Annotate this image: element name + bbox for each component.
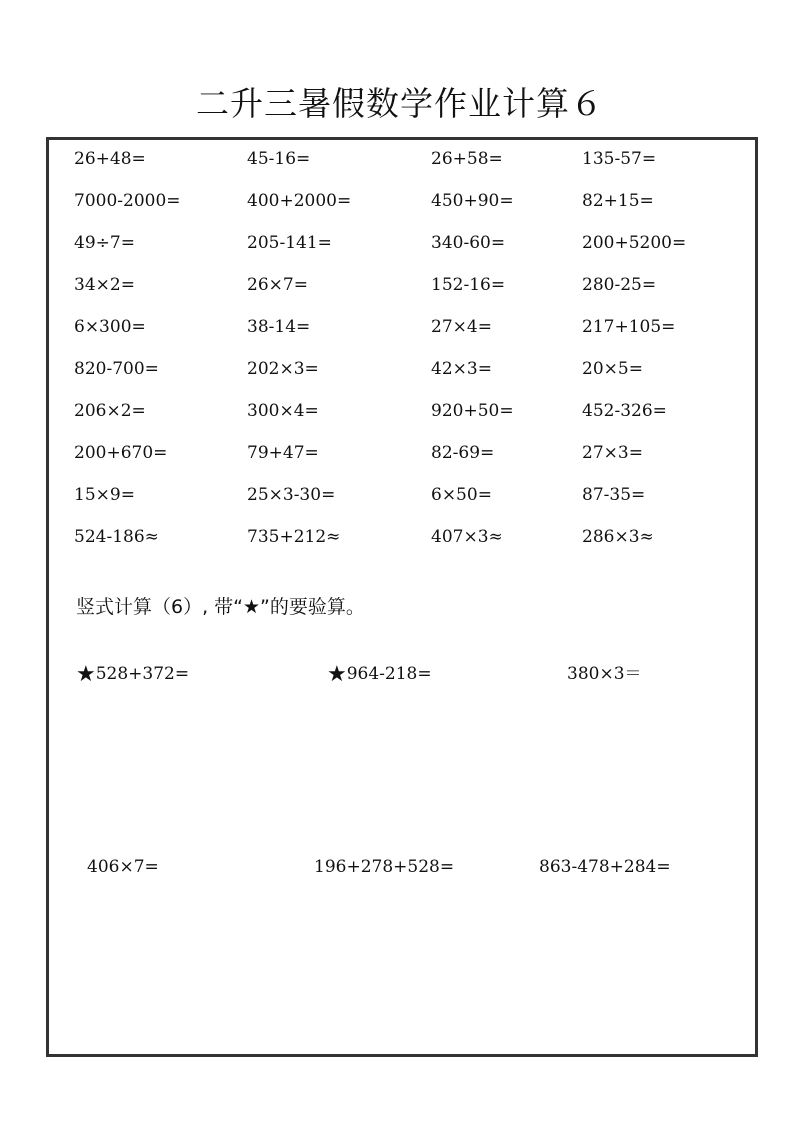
vertical-calc-heading: 竖式计算（6）, 带“★”的要验算。 bbox=[76, 596, 365, 618]
oral-problem: 452-326= bbox=[582, 401, 667, 421]
oral-problem: 6×300= bbox=[74, 317, 146, 337]
oral-problem: 205-141= bbox=[247, 233, 332, 253]
oral-problem: 26×7= bbox=[247, 275, 308, 295]
problem-text: 380×3＝ bbox=[567, 664, 642, 684]
oral-problem: 300×4= bbox=[247, 401, 319, 421]
oral-problem: 217+105= bbox=[582, 317, 676, 337]
star-icon: ★ bbox=[76, 662, 96, 687]
star-icon: ★ bbox=[327, 662, 347, 687]
oral-problem: 42×3= bbox=[431, 359, 492, 379]
problem-text: 863-478+284= bbox=[539, 857, 671, 877]
oral-problem: 27×4= bbox=[431, 317, 492, 337]
problem-text: 964-218= bbox=[346, 664, 432, 684]
oral-problem: 79+47= bbox=[247, 443, 319, 463]
oral-problem: 407×3≈ bbox=[431, 527, 503, 547]
oral-problem: 920+50= bbox=[431, 401, 514, 421]
vertical-problem-3 bbox=[567, 660, 642, 688]
problem-text: 528+372= bbox=[95, 664, 190, 684]
oral-problem: 286×3≈ bbox=[582, 527, 654, 547]
vertical-problem-1 bbox=[76, 660, 189, 689]
oral-problem: 735+212≈ bbox=[247, 527, 341, 547]
oral-problem: 45-16= bbox=[247, 149, 311, 169]
oral-problem: 202×3= bbox=[247, 359, 319, 379]
oral-problem: 34×2= bbox=[74, 275, 135, 295]
oral-problem: 820-700= bbox=[74, 359, 159, 379]
oral-problem: 200+5200= bbox=[582, 233, 687, 253]
problem-text: 406×7= bbox=[87, 857, 159, 877]
vertical-problem-6 bbox=[539, 853, 671, 881]
oral-problem: 340-60= bbox=[431, 233, 506, 253]
oral-problem: 7000-2000= bbox=[74, 191, 181, 211]
oral-problem: 524-186≈ bbox=[74, 527, 159, 547]
oral-problem: 280-25= bbox=[582, 275, 657, 295]
oral-problem: 82+15= bbox=[582, 191, 654, 211]
oral-problem: 27×3= bbox=[582, 443, 643, 463]
oral-problem: 26+58= bbox=[431, 149, 503, 169]
oral-problem: 26+48= bbox=[74, 149, 146, 169]
vertical-problem-5 bbox=[314, 853, 454, 881]
oral-problem: 6×50= bbox=[431, 485, 492, 505]
oral-problem: 82-69= bbox=[431, 443, 495, 463]
oral-problem: 49÷7= bbox=[74, 233, 135, 253]
problem-text: 196+278+528= bbox=[314, 857, 455, 877]
oral-problem: 450+90= bbox=[431, 191, 514, 211]
oral-problem: 135-57= bbox=[582, 149, 657, 169]
oral-problem: 20×5= bbox=[582, 359, 643, 379]
oral-problem: 400+2000= bbox=[247, 191, 352, 211]
oral-calculation-grid bbox=[74, 145, 734, 565]
oral-problem: 206×2= bbox=[74, 401, 146, 421]
page-title: 二升三暑假数学作业计算６ bbox=[196, 84, 604, 123]
oral-problem: 25×3-30= bbox=[247, 485, 336, 505]
oral-problem: 15×9= bbox=[74, 485, 135, 505]
oral-problem: 200+670= bbox=[74, 443, 168, 463]
oral-problem: 38-14= bbox=[247, 317, 311, 337]
vertical-problem-2 bbox=[327, 660, 432, 689]
oral-problem: 87-35= bbox=[582, 485, 646, 505]
oral-problem: 152-16= bbox=[431, 275, 506, 295]
vertical-problem-4 bbox=[87, 853, 159, 881]
